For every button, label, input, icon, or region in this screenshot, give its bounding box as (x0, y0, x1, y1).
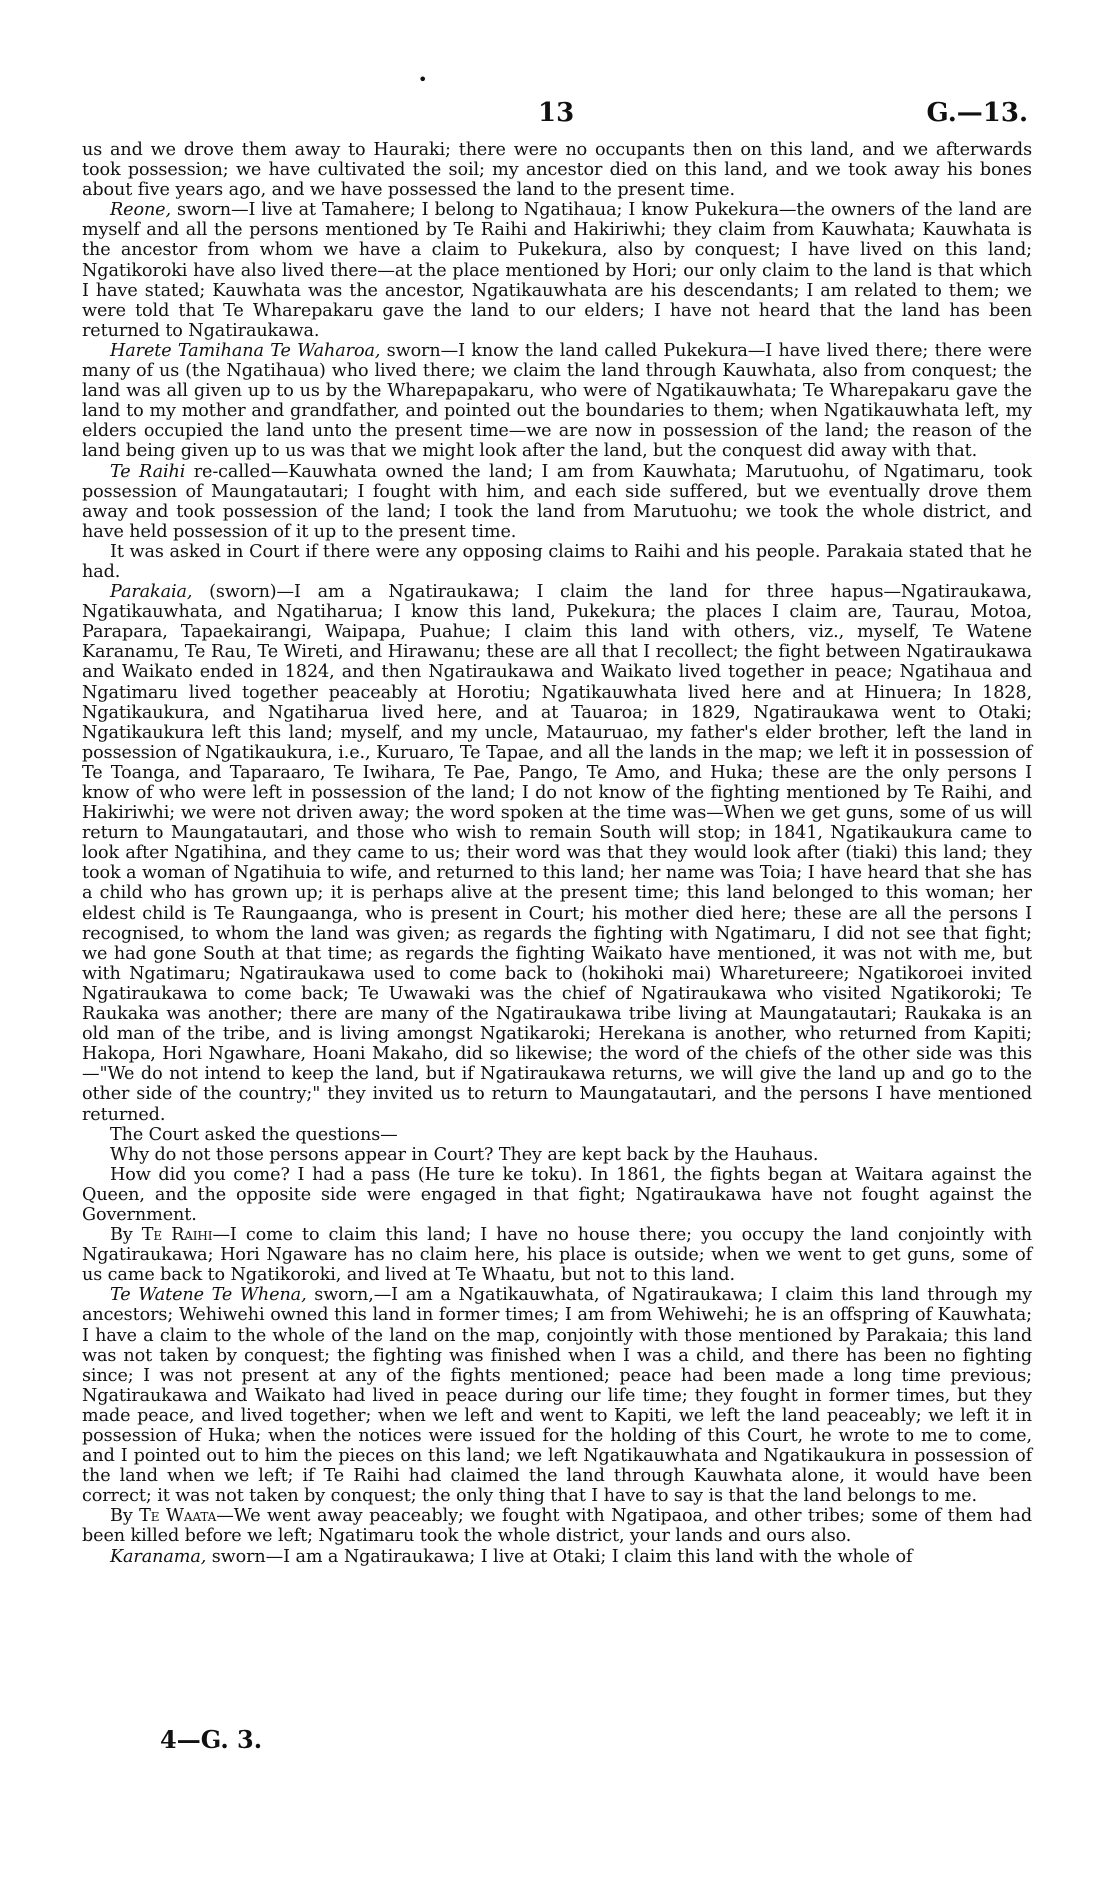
paragraph (82, 1547, 1032, 1567)
paragraph-text: Why do not those persons appear in Court? They are kept back by the Hauhaus. (110, 1144, 819, 1165)
speaker-name: Harete Tamihana Te Waharoa, (110, 340, 381, 361)
page-dot: • (418, 70, 428, 89)
paragraph-text: It was asked in Court if there were any opposing claims to Raihi and his people. Parakaia stated that he had. (82, 541, 1032, 582)
signature-mark: 4—G. 3. (160, 1725, 263, 1754)
prefix: By (110, 1506, 133, 1527)
speaker-name: Te Raihi (110, 461, 186, 482)
paragraph (82, 341, 1032, 462)
paragraph-text: (sworn)—I am a Ngatiraukawa; I claim the land for three hapus—Ngatiraukawa, Ngatikauwhata, and Ngatiharua; I know this land, Pukekura; the places I claim are, Taurau, Motoa, Parapara, Tapaekairangi, Waipapa, Puahue; I claim this land with others, viz., myself, Te Watene Karanamu, Te Rau, Te Wireti, and Hirawanu; these are all that I recollect; the fight between Ngatiraukawa and Waikato ended in 1824, and then Ngatiraukawa and Waikato lived together in peace; Ngatihaua and Ngatimaru lived together peaceably at Horotiu; Ngatikauwhata lived here and at Hinuera; In 1828, Ngatikaukura, and Ngatiharua lived here, and at Tauaroa; in 1829, Ngatiraukawa went to Otaki; Ngatikaukura left this land; myself, and my uncle, Matauruao, my father's elder brother, left the land in possession of Ngatikaukura, i.e., Kuruaro, Te Tapae, and all the lands in the map; we left it in possession of Te Toanga, and Taparaaro, Te Iwihara, Te Pae, Pango, Te Amo, and Huka; these are the only persons I know of who were left in possession of the land; I do not know of the fighting mentioned by Te Raihi, and Hakiriwhi; we were not driven away; the word spoken at the time was—When we get guns, some of us will return to Maungatautari, and those who wish to remain South will stop; in 1841, Ngatikaukura came to look after Ngatihina, and they came to us; their word was that they would look after (tiaki) this land; they took a woman of Ngatihuia to wife, and returned to this land; her name was Toia; I have heard that she has a child who has grown up; it is perhaps alive at the present time; this land belonged to this woman; her eldest child is Te Raungaanga, who is present in Court; his mother died here; these are all the persons I recognised, to whom the land was given; as regards the fighting with Ngatimaru, I did not see that fight; we had gone South at that time; as regards the fighting Waikato have mentioned, it was not with me, but with Ngatimaru; Ngatiraukawa used to come back to (hokihoki mai) Wharetureere; Ngatikoroei invited Ngatiraukawa to come back; Te Uwawaki was the chief of Ngatiraukawa who visited Ngatikoroki; Te Raukaka was another; there are many of the Ngatiraukawa tribe living at Maungatautari; Raukaka is an old man of the tribe, and is living amongst Ngatikaroki; Herekana is another, who returned from Kapiti; Hakopa, Hori Ngawhare, Hoani Makaho, did so likewise; the word of the chiefs of the other side was this—"We do not intend to keep the land, but if Ngatiraukawa returns, we will give the land up and go to the other side of the country;" they invited us to return to Maungatautari, and the persons I have mentioned returned. (82, 582, 1032, 1125)
paragraph-text: —I come to claim this land; I have no house there; you occupy the land conjointly with Ngatiraukawa; Hori Ngaware has no claim here, his place is outside; when we went to get guns, some of us came back to Ngatikoroki, and lived at Te Whaatu, but not to this land. (82, 1225, 1032, 1286)
document-reference: G.—13. (926, 98, 1028, 128)
page-number: 13 (538, 98, 575, 128)
paragraph (82, 1285, 1032, 1506)
paragraph-text: sworn,—I am a Ngatikauwhata, of Ngatiraukawa; I claim this land through my ancestors; Wehiwehi owned this land in former times; I am from Wehiwehi; he is an offspring of Kauwhata; I have a claim to the whole of the land on the map, conjointly with those mentioned by Parakaia; this land was not taken by conquest; the fighting was finished when I was a child, and there has been no fighting since; I was not present at any of the fights mentioned; peace had been made a long time previous; Ngatiraukawa and Waikato had lived in peace during our life time; they fought in former times, but they made peace, and lived together; when we left and went to Kapiti, we left the land peaceably; we left it in possession of Huka; when the notices were issued for the holding of this Court, he wrote to me to come, and I pointed out to him the pieces on this land; we left Ngatikauwhata and Ngatikaukura in possession of the land when we left; if Te Raihi had claimed the land through Kauwhata alone, it would have been correct; it was not taken by conquest; the only thing that I have to say is that the land belongs to me. (82, 1285, 1032, 1507)
paragraph (82, 1506, 1032, 1546)
paragraph (82, 1125, 1032, 1145)
paragraph (82, 582, 1032, 1125)
paragraph (82, 1165, 1032, 1225)
paragraph-text: sworn—I am a Ngatiraukawa; I live at Otaki; I claim this land with the whole of (206, 1546, 913, 1567)
paragraph-text: sworn—I know the land called Pukekura—I have lived there; there were many of us (the Ngatihaua) who lived there; we claim the land through Kauwhata, also from conquest; the land was all given up to us by the Wharepapakaru, who were of Ngatikauwhata; Te Wharepakaru gave the land to my mother and grandfather, and pointed out the boundaries to them; when Ngatikauwhata left, my elders occupied the land unto the present time—we are now in possession of the land; the reason of the land being given up to us was that we might look after the land, but the conquest did away with that. (82, 340, 1032, 462)
paragraph (82, 1145, 1032, 1165)
prefix: By (110, 1225, 133, 1246)
paragraph-text: —We went away peaceably; we fought with Ngatipaoa, and other tribes; some of them had been killed before we left; Ngatimaru took the whole district, your lands and ours also. (82, 1506, 1032, 1547)
speaker-name: Te Watene Te Whena, (110, 1285, 307, 1306)
body-text (82, 140, 1032, 1567)
speaker-name: Parakaia, (110, 582, 193, 603)
paragraph (82, 200, 1032, 341)
paragraph (82, 542, 1032, 582)
paragraph (82, 462, 1032, 542)
paragraph-text: us and we drove them away to Hauraki; there were no occupants then on this land, and we afterwards took possession; we have cultivated the soil; my ancestor died on this land, and we took away his bones about five years ago, and we have possessed the land to the present time. (82, 140, 1032, 201)
paragraph-text: re-called—Kauwhata owned the land; I am from Kauwhata; Marutuohu, of Ngatimaru, took possession of Maungatautari; I fought with him, and each side suffered, but we eventually drove them away and took possession of the land; I took the land from Marutuohu; we took the whole district, and have held possession of it up to the present time. (82, 461, 1032, 542)
speaker-name: Te Waata (139, 1506, 217, 1527)
paragraph-text: sworn—I live at Tamahere; I belong to Ngatihaua; I know Pukekura—the owners of the land are myself and all the persons mentioned by Te Raihi and Hakiriwhi; they claim from Kauwhata; Kauwhata is the ancestor from whom we have a claim to Pukekura, also by conquest; I have lived on this land; Ngatikoroki have also lived there—at the place mentioned by Hori; our only claim to the land is that which I have stated; Kauwhata was the ancestor, Ngatikauwhata are his descendants; I am related to them; we were told that Te Wharepakaru gave the land to our elders; I have not heard that the land has been returned to Ngatiraukawa. (82, 200, 1032, 341)
paragraph (82, 1225, 1032, 1285)
paragraph-text: The Court asked the questions— (110, 1124, 398, 1145)
speaker-name: Karanama, (110, 1546, 207, 1567)
paragraph-text: How did you come? I had a pass (He ture ke toku). In 1861, the fights began at Waitara against the Queen, and the opposite side were engaged in that fight; Ngatiraukawa have not fought against the Government. (82, 1164, 1032, 1225)
paragraph (82, 140, 1032, 200)
speaker-name: Reone, (110, 200, 171, 221)
speaker-name: Te Raihi (141, 1225, 213, 1246)
